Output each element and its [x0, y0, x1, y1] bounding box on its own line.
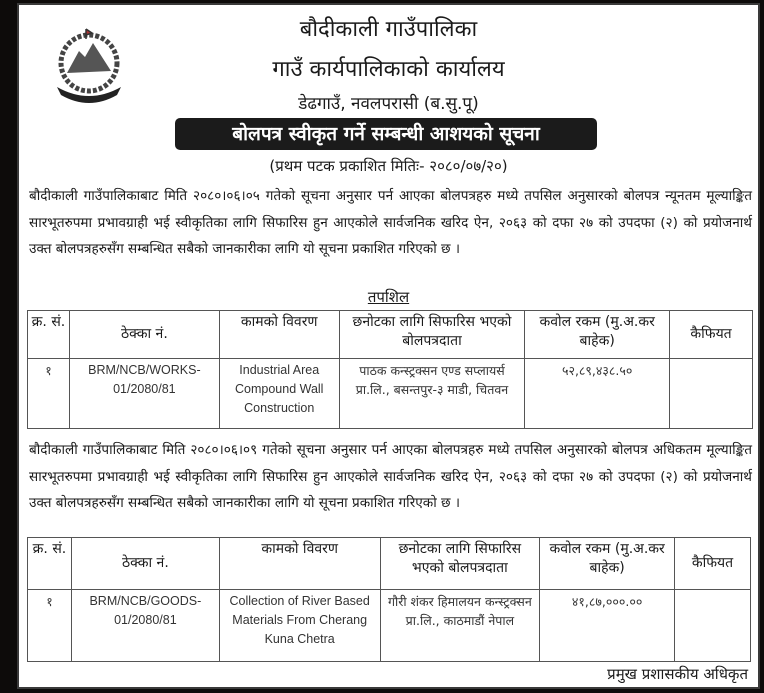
office-name: गाउँ कार्यपालिकाको कार्यालय: [272, 57, 505, 82]
col-bidder: छनोटका लागि सिफारिस भएको बोलपत्रदाता: [380, 538, 540, 590]
cell-amount: ५२,८९,४३८.५०: [525, 359, 670, 429]
cell-bidder: पाठक कन्स्ट्रक्सन एण्ड सप्लायर्स प्रा.लि., बसन्तपुर-३ माडी, चितवन: [339, 359, 525, 429]
notice-paragraph-2: बौदीकाली गाउँपालिकाबाट मिति २०८०।०६।०९ गतेको सूचना अनुसार पर्न आएका बोलपत्रहरु मध्ये तपसिल अनुसारको बोलपत्र अधिकतम मूल्याङ्कित सारभूतरुपमा प्रभावग्राही भई स्वीकृतिका लागि सिफारिस हुन आएकोले सार्वजनिक खरिद ऐन, २०६३ को दफा २७ को उपदफा (२) को प्रयोजनार्थ उक्त बोलपत्रहरुसँग सम्बन्धित सबैको जानकारीका लागि यो सूचना प्रकाशित गरिएको छ ।: [29, 442, 752, 511]
col-remarks: कैफियत: [670, 311, 753, 359]
col-contract-no: ठेक्का नं.: [71, 538, 219, 590]
bid-table-2: [27, 537, 751, 662]
col-bidder: छनोटका लागि सिफारिस भएको बोलपत्रदाता: [339, 311, 525, 359]
address: डेढगाउँ, नवलपरासी (ब.सु.पू): [298, 94, 479, 114]
col-remarks: कैफियत: [675, 538, 751, 590]
notice-paragraph-1: बौदीकाली गाउँपालिकाबाट मिति २०८०।०६।०५ गतेको सूचना अनुसार पर्न आएका बोलपत्रहरु मध्ये तपसिल अनुसारको बोलपत्र न्यूनतम मूल्याङ्कित सारभूतरुपमा प्रभावग्राही भई स्वीकृतिका लागि सिफारिस हुन आएकोले सार्वजनिक खरिद ऐन, २०६३ को दफा २७ को उपदफा (२) को प्रयोजनार्थ उक्त बोलपत्रहरुसँग सम्बन्धित सबैको जानकारीका लागि यो सूचना प्रकाशित गरिएको छ ।: [29, 188, 752, 257]
cell-sn: १: [28, 590, 72, 662]
col-sn: क्र. सं.: [28, 538, 72, 590]
col-contract-no: ठेक्का नं.: [69, 311, 219, 359]
publish-date: (प्रथम पटक प्रकाशित मितिः- २०८०/०७/२०): [269, 157, 508, 175]
cell-remarks: [670, 359, 753, 429]
signatory: प्रमुख प्रशासकीय अधिकृत: [607, 665, 748, 683]
bid-table-1: [27, 310, 753, 429]
cell-description: Collection of River Based Materials From Cherang Kuna Chetra: [219, 590, 380, 662]
col-description: कामको विवरण: [219, 538, 380, 590]
table-header-row: [28, 538, 751, 590]
details-heading: तपशिल: [367, 288, 410, 306]
notice-document: [17, 3, 760, 689]
col-amount: कवोल रकम (मु.अ.कर बाहेक): [540, 538, 675, 590]
cell-contract-no: BRM/NCB/GOODS-01/2080/81: [71, 590, 219, 662]
cell-remarks: [675, 590, 751, 662]
cell-contract-no: BRM/NCB/WORKS-01/2080/81: [69, 359, 219, 429]
notice-title-banner: बोलपत्र स्वीकृत गर्ने सम्बन्धी आशयको सूचना: [175, 118, 597, 150]
org-name: बौदीकाली गाउँपालिका: [299, 17, 478, 42]
cell-amount: ४१,८७,०००.००: [540, 590, 675, 662]
col-amount: कवोल रकम (मु.अ.कर बाहेक): [525, 311, 670, 359]
cell-sn: १: [28, 359, 70, 429]
col-sn: क्र. सं.: [28, 311, 70, 359]
col-description: कामको विवरण: [219, 311, 339, 359]
table-row: [28, 359, 753, 429]
table-row: [28, 590, 751, 662]
cell-description: Industrial Area Compound Wall Construction: [219, 359, 339, 429]
table-header-row: [28, 311, 753, 359]
cell-bidder: गौरी शंकर हिमालयन कन्स्ट्रक्सन प्रा.लि., काठमाडौं नेपाल: [380, 590, 540, 662]
